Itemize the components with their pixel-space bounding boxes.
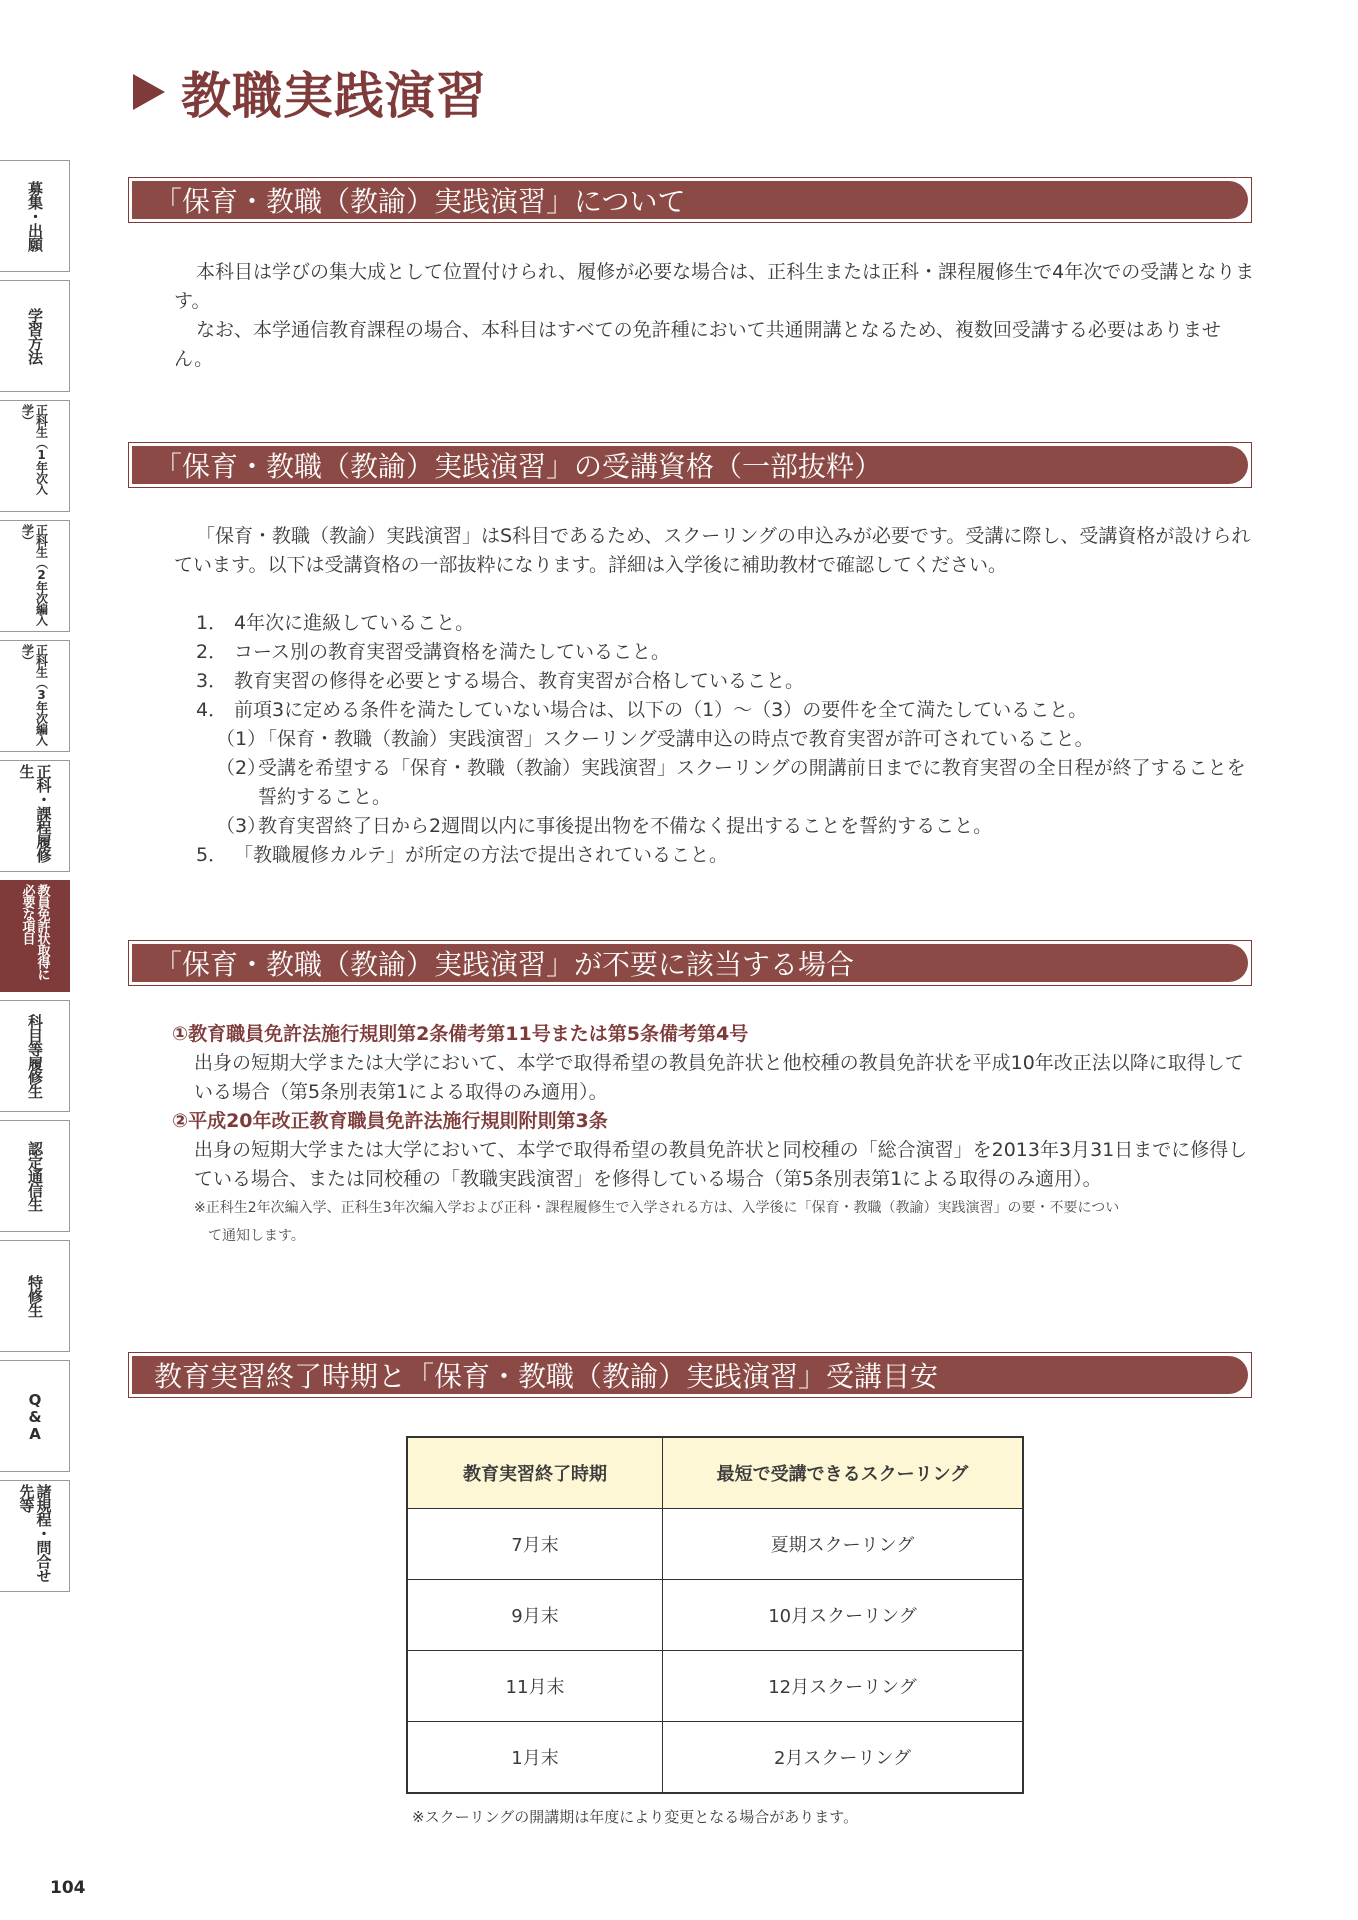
- side-tab-qa[interactable]: Q&A: [0, 1360, 70, 1472]
- list-item: 5． 「教職履修カルテ」が所定の方法で提出されていること。: [196, 844, 729, 866]
- exempt-case-heading: ②平成20年改正教育職員免許法施行規則附則第3条: [172, 1110, 608, 1132]
- side-tab-regulations[interactable]: 諸規程・問合せ先等: [0, 1480, 70, 1592]
- table-cell: 7月末: [407, 1509, 663, 1580]
- table-cell: 12月スクーリング: [663, 1651, 1024, 1722]
- triangle-icon: [133, 74, 165, 110]
- side-tab-credit-student[interactable]: 科目等履修生: [0, 1000, 70, 1112]
- side-tab-regular-3rd[interactable]: 正科生（3年次編入学）: [0, 640, 70, 752]
- about-text: 本科目は学びの集大成として位置付けられ、履修が必要な場合は、正科生または正科・課程履修生で4年次での受講となります。 なお、本学通信教育課程の場合、本科目はすべての免許種において共通開講となるため、複数回受講する必要はありません。: [174, 261, 1255, 370]
- exempt-case-heading: ①教育職員免許法施行規則第2条備考第11号または第5条備考第4号: [172, 1023, 749, 1045]
- side-tab-certified[interactable]: 認定通信生: [0, 1120, 70, 1232]
- table-cell: 夏期スクーリング: [663, 1509, 1024, 1580]
- list-sub-item: （1） 「保育・教職（教諭）実践演習」スクーリング受講申込の時点で教育実習が許可されていること。: [216, 728, 1094, 750]
- list-sub-item: （2） 受講を希望する「保育・教職（教諭）実践演習」スクーリングの開講前日までに教育実習の全日程が終了することを誓約すること。: [216, 757, 1246, 808]
- table-row: [407, 1651, 1023, 1722]
- exempt-cases: [172, 1020, 1258, 1250]
- table-cell: 10月スクーリング: [663, 1580, 1024, 1651]
- schedule-table: [406, 1436, 1024, 1794]
- side-tab-course-student[interactable]: 正科・課程履修生: [0, 760, 70, 872]
- table-note: ※スクーリングの開講期は年度により変更となる場合があります。: [412, 1808, 859, 1826]
- section-header-schedule: 教育実習終了時期と「保育・教職（教諭）実践演習」受講目安: [128, 1352, 1252, 1398]
- list-item: 4． 前項3に定める条件を満たしていない場合は、以下の（1）〜（3）の要件を全て満たしていること。: [196, 699, 1088, 721]
- side-tab-study-method[interactable]: 学習方法: [0, 280, 70, 392]
- list-item: 2． コース別の教育実習受講資格を満たしていること。: [196, 641, 671, 663]
- eligibility-list: [196, 609, 1258, 870]
- table-cell: 11月末: [407, 1651, 663, 1722]
- table-row: [407, 1722, 1023, 1794]
- table-header-row: [407, 1437, 1023, 1509]
- exempt-case-body: 出身の短期大学または大学において、本学で取得希望の教員免許状と他校種の教員免許状を平成10年改正法以降に取得している場合（第5条別表第1による取得のみ適用）。: [194, 1052, 1244, 1103]
- eligibility-intro: 「保育・教職（教諭）実践演習」はS科目であるため、スクーリングの申込みが必要です。受講に際し、受講資格が設けられています。以下は受講資格の一部抜粋になります。詳細は入学後に補助教材で確認してください。: [174, 525, 1251, 576]
- list-item: 3． 教育実習の修得を必要とする場合、教育実習が合格していること。: [196, 670, 805, 692]
- section-header-eligibility: 「保育・教職（教諭）実践演習」の受講資格（一部抜粋）: [128, 442, 1252, 488]
- exempt-note: ※正科生2年次編入学、正科生3年次編入学および正科・課程履修生で入学される方は、入学後に「保育・教職（教諭）実践演習」の要・不要につい て通知します。: [194, 1200, 1120, 1244]
- page-title-text: 教職実践演習: [181, 67, 487, 125]
- page-title: [133, 60, 487, 124]
- side-tab-regular-2nd[interactable]: 正科生（2年次編入学）: [0, 520, 70, 632]
- table-cell: 2月スクーリング: [663, 1722, 1024, 1794]
- side-tab-recruitment[interactable]: 募集・出願: [0, 160, 70, 272]
- page-number: 104: [50, 1878, 86, 1898]
- section-header-about: 「保育・教職（教諭）実践演習」について: [128, 177, 1252, 223]
- side-tab-special[interactable]: 特修生: [0, 1240, 70, 1352]
- table-cell: 9月末: [407, 1580, 663, 1651]
- table-cell: 1月末: [407, 1722, 663, 1794]
- list-sub-item: （3） 教育実習終了日から2週間以内に事後提出物を不備なく提出することを誓約すること。: [216, 815, 993, 837]
- column-header: 教育実習終了時期: [407, 1437, 663, 1509]
- exempt-case-body: 出身の短期大学または大学において、本学で取得希望の教員免許状と同校種の「総合演習」を2013年3月31日までに修得している場合、または同校種の「教職実践演習」を修得している場合（第5条別表第1による取得のみ適用）。: [194, 1139, 1248, 1190]
- side-tab-teacher-license[interactable]: 教員免許状取得に必要な項目: [0, 880, 70, 992]
- table-row: [407, 1509, 1023, 1580]
- table-row: [407, 1580, 1023, 1651]
- side-tab-regular-1st[interactable]: 正科生（1年次入学）: [0, 400, 70, 512]
- list-item: 1． 4年次に進級していること。: [196, 612, 475, 634]
- column-header: 最短で受講できるスクーリング: [663, 1437, 1024, 1509]
- section-header-exempt: 「保育・教職（教諭）実践演習」が不要に該当する場合: [128, 940, 1252, 986]
